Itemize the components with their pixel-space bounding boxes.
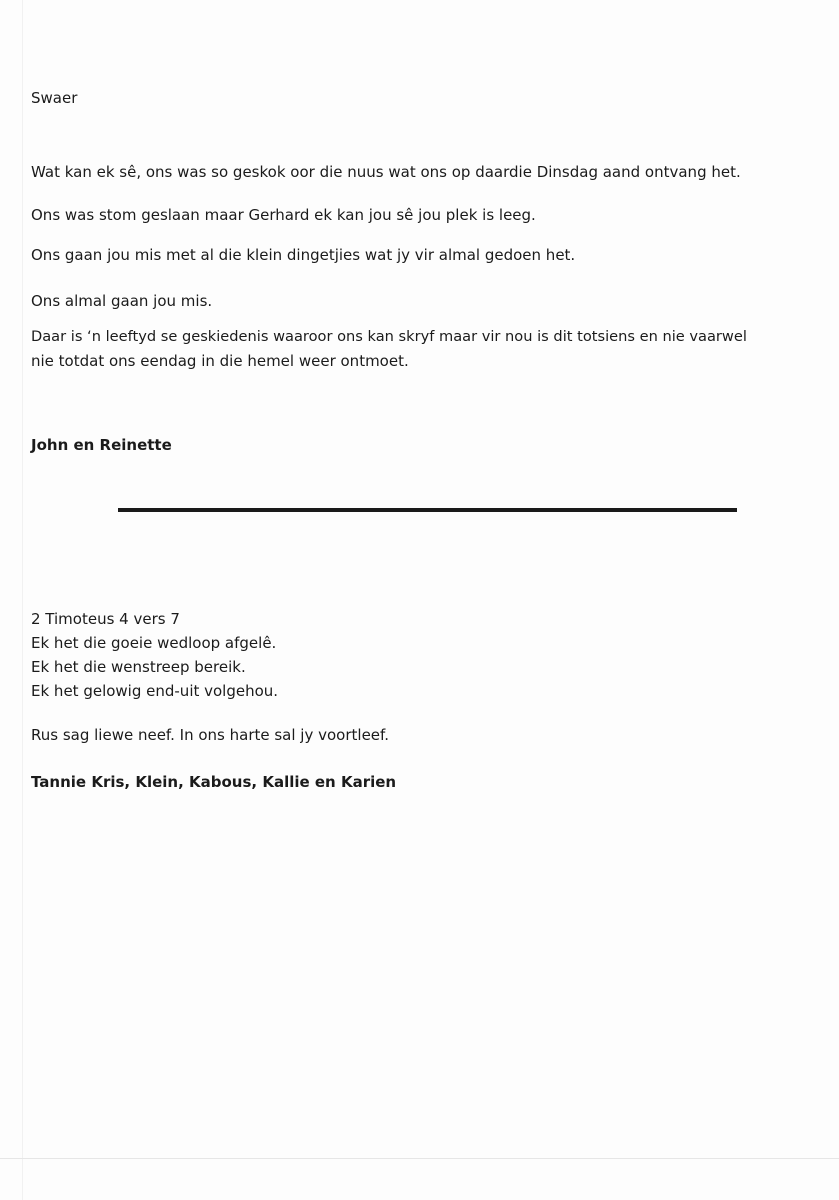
signature-john-reinette: John en Reinette <box>31 436 172 454</box>
paragraph-1: Wat kan ek sê, ons was so geskok oor die nuus wat ons op daardie Dinsdag aand ontvang het. <box>31 163 741 181</box>
paragraph-5-line-2: nie totdat ons eendag in die hemel weer ontmoet. <box>31 352 409 370</box>
scan-edge-left <box>22 0 23 1200</box>
verse-reference: 2 Timoteus 4 vers 7 <box>31 610 180 628</box>
divider-line <box>118 508 737 512</box>
scan-edge-bottom <box>0 1158 839 1159</box>
salutation: Swaer <box>31 89 78 107</box>
verse-line-3: Ek het gelowig end-uit volgehou. <box>31 682 279 700</box>
verse-line-2: Ek het die wenstreep bereik. <box>31 658 246 676</box>
paragraph-3: Ons gaan jou mis met al die klein dingetjies wat jy vir almal gedoen het. <box>31 246 576 264</box>
paragraph-2: Ons was stom geslaan maar Gerhard ek kan jou sê jou plek is leeg. <box>31 206 536 224</box>
paragraph-5-line-1: Daar is ‘n leeftyd se geskiedenis waaroor ons kan skryf maar vir nou is dit totsiens en nie vaarwel <box>31 328 747 345</box>
paragraph-4: Ons almal gaan jou mis. <box>31 292 213 310</box>
verse-line-1: Ek het die goeie wedloop afgelê. <box>31 634 277 652</box>
signature-tannie-kris: Tannie Kris, Klein, Kabous, Kallie en Karien <box>31 773 397 791</box>
condolence-message: Rus sag liewe neef. In ons harte sal jy voortleef. <box>31 726 389 744</box>
verse-block <box>31 607 278 703</box>
